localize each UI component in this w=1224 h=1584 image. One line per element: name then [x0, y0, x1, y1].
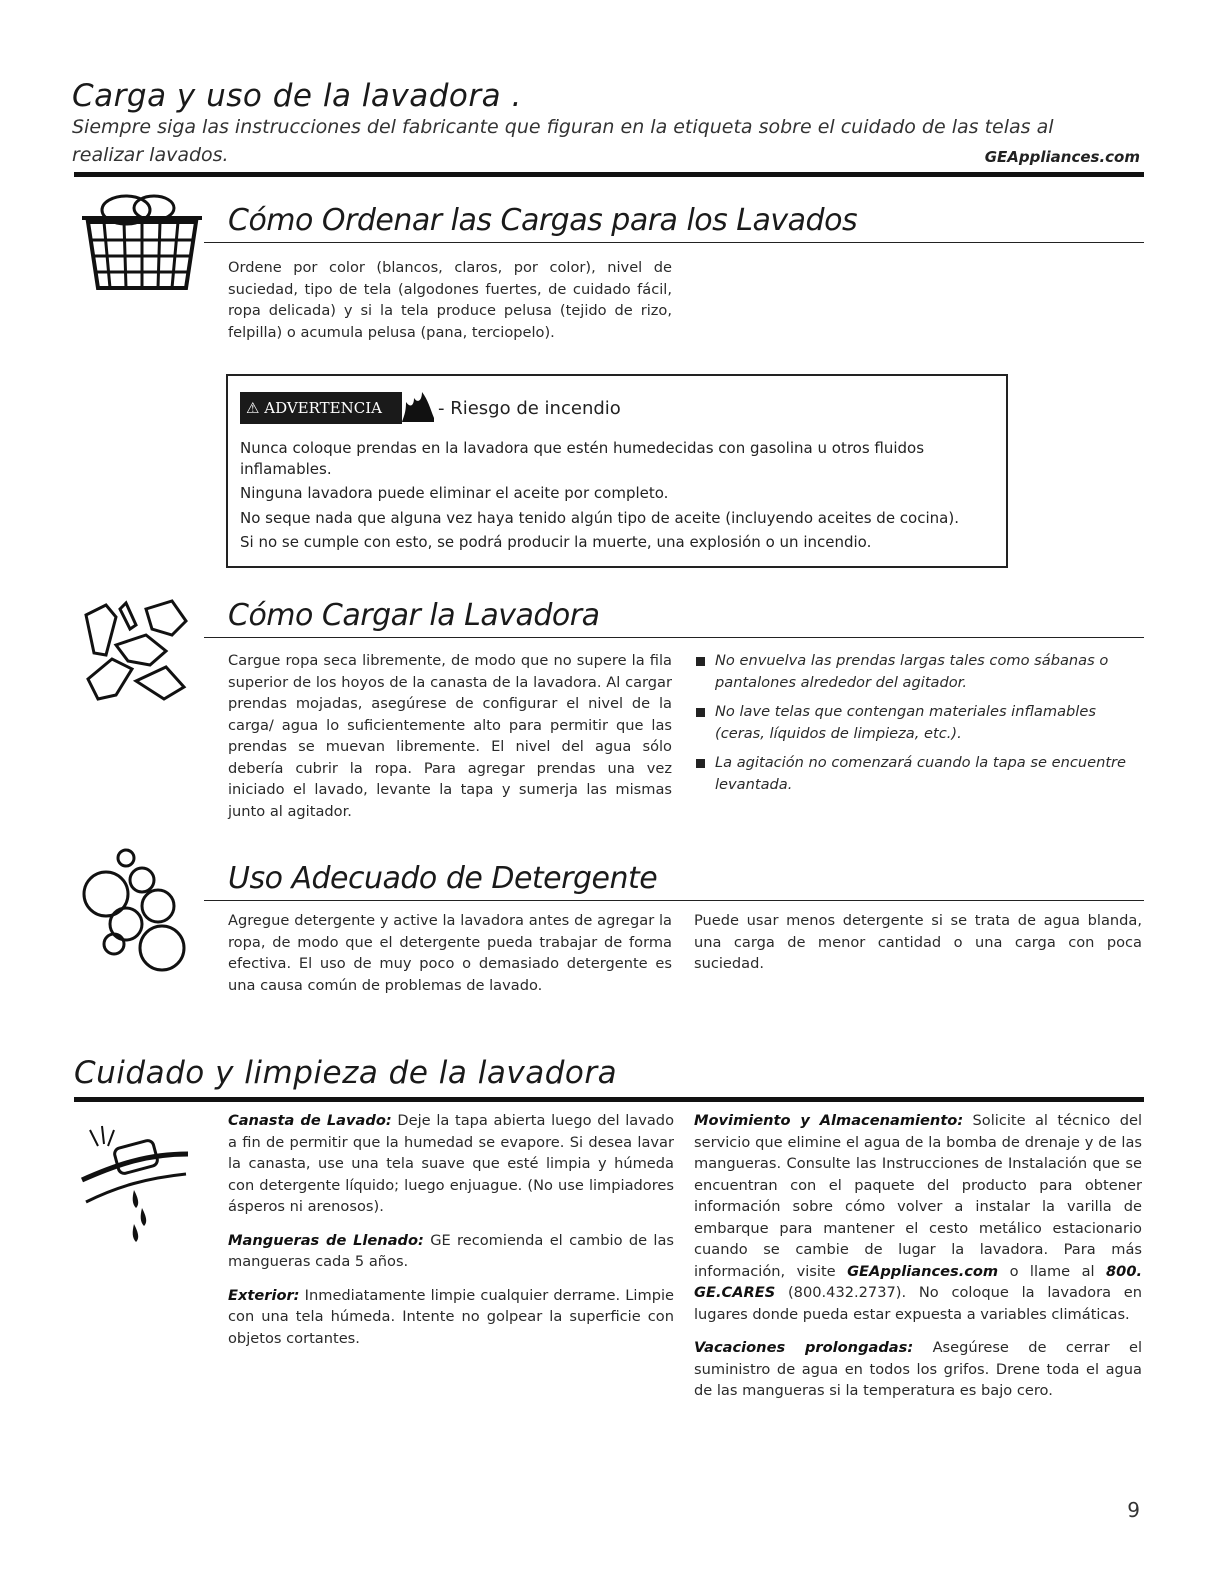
- detergent-body-left: Agregue detergente y active la lavadora antes de agregar la ropa, de modo que el detergente pueda trabajar de forma efectiva. El uso de muy poco o demasiado detergente es una causa común de problemas de lavado.: [228, 912, 672, 994]
- page-title: Carga y uso de la lavadora .: [72, 78, 522, 114]
- clothing-icon: [76, 595, 204, 705]
- warning-triangle-icon: ⚠: [246, 399, 260, 417]
- bubbles-icon: [78, 848, 198, 972]
- exterior-paragraph: [228, 1285, 674, 1350]
- page-subtitle-line2: realizar lavados.: [72, 144, 229, 166]
- moving-website-link[interactable]: GEAppliances.com: [847, 1262, 999, 1280]
- care-section-title: Cuidado y limpieza de la lavadora: [74, 1055, 618, 1091]
- warning-box: [226, 374, 1008, 568]
- hoses-text: GE recomienda el cambio de las mangueras cada 5 años.: [228, 1231, 674, 1270]
- vacation-label: Vacaciones prolongadas:: [694, 1339, 914, 1356]
- basket-paragraph: [228, 1110, 674, 1218]
- warning-line: Si no se cumple con esto, se podrá producir la muerte, una explosión o un incendio.: [240, 533, 872, 551]
- warning-badge: [240, 392, 402, 424]
- basket-text: Deje la tapa abierta luego del lavado a fin de permitir que la humedad se evapore. Si desea lavar la canasta, use una tela suave que esté limpia y húmeda con detergente líquido; luego enjuague. (No use limpiadores ásperos ni arenosos).: [228, 1112, 674, 1215]
- hoses-label: Mangueras de Llenado:: [228, 1231, 424, 1249]
- detergent-section-title: Uso Adecuado de Detergente: [228, 861, 658, 896]
- sort-section-title: Cómo Ordenar las Cargas para los Lavados: [228, 203, 858, 238]
- moving-label: Movimiento y Almacenamiento:: [694, 1112, 964, 1129]
- list-item: No envuelva las prendas largas tales como sábanas o pantalones alrededor del agitador.: [696, 650, 1142, 693]
- warning-line: Nunca coloque prendas en la lavadora que estén humedecidas con gasolina u otros fluidos inflamables.: [240, 439, 925, 478]
- warning-line: Ninguna lavadora puede eliminar el aceite por completo.: [240, 484, 669, 502]
- fire-icon: [400, 388, 436, 424]
- detergent-body-right: Puede usar menos detergente si se trata de agua blanda, una carga de menor cantidad o una carga con poca suciedad.: [694, 912, 1142, 972]
- list-item: La agitación no comenzará cuando la tapa se encuentre levantada.: [696, 752, 1142, 795]
- laundry-basket-icon: [74, 188, 204, 298]
- care-section-rule: [74, 1097, 1144, 1102]
- warning-heading: - Riesgo de incendio: [438, 398, 621, 419]
- sponge-icon: [78, 1124, 198, 1244]
- moving-paragraph: [694, 1110, 1142, 1325]
- warning-badge-label: ADVERTENCIA: [264, 399, 382, 417]
- load-section-body: Cargue ropa seca libremente, de modo que no supere la fila superior de los hoyos de la canasta de la lavadora. Al cargar prendas mojadas, asegúrese de configurar el nivel de la carga/ agua lo suficientemente alto para permitir que las prendas se muevan libremente. El nivel del agua sólo debería cubrir la ropa. Para agregar prendas una vez iniciado el lavado, levante la tapa y sumerja las mismas junto al agitador.: [228, 652, 672, 820]
- hoses-paragraph: [228, 1230, 674, 1273]
- exterior-label: Exterior:: [228, 1286, 300, 1304]
- vacation-text: Asegúrese de cerrar el suministro de agua en todos los grifos. Drene toda el agua de las mangueras si la temperatura es bajo cero.: [694, 1339, 1142, 1399]
- basket-label: Canasta de Lavado:: [228, 1112, 392, 1129]
- list-item: No lave telas que contengan materiales inflamables (ceras, líquidos de limpieza, etc.).: [696, 701, 1142, 744]
- detergent-section-rule: [204, 900, 1144, 901]
- page-subtitle-line1: Siempre siga las instrucciones del fabricante que figuran en la etiqueta sobre el cuidado de las telas al: [72, 116, 1054, 138]
- moving-text: o llame al: [1009, 1262, 1095, 1280]
- sort-section-body: Ordene por color (blancos, claros, por color), nivel de suciedad, tipo de tela (algodones fuertes, de cuidado fácil, ropa delicada) y si la tela produce pelusa (tejido de rizo, felpilla) o acumula pelusa (pana, terciopelo).: [228, 259, 672, 341]
- load-section-title: Cómo Cargar la Lavadora: [228, 598, 600, 633]
- phone-number: 800. GE.CARES: [694, 1262, 1143, 1301]
- exterior-text: Inmediatamente limpie cualquier derrame. Limpie con una tela húmeda. Intente no golpear la superficie con objetos cortantes.: [228, 1286, 674, 1347]
- vacation-paragraph: [694, 1337, 1142, 1402]
- header-rule: [74, 172, 1144, 177]
- moving-text: (800.432.2737). No coloque la lavadora en lugares donde pueda estar expuesta a variables climáticas.: [694, 1284, 1143, 1323]
- website-link[interactable]: GEAppliances.com: [984, 148, 1140, 166]
- page-number: 9: [1127, 1498, 1140, 1522]
- moving-text: Solicite al técnico del servicio que elimine el agua de la bomba de drenaje y de las mangueras. Consulte las Instrucciones de Instalación que se encuentran con el paquete del producto para obtener información sobre cómo volver a instalar la varilla de embarque para mantener el cesto metálico estacionario cuando se cambie de lugar la lavadora. Para más información, visite: [694, 1112, 1142, 1280]
- warning-line: No seque nada que alguna vez haya tenido algún tipo de aceite (incluyendo aceites de cocina).: [240, 508, 959, 527]
- sort-section-rule: [204, 242, 1144, 243]
- load-section-rule: [204, 637, 1144, 638]
